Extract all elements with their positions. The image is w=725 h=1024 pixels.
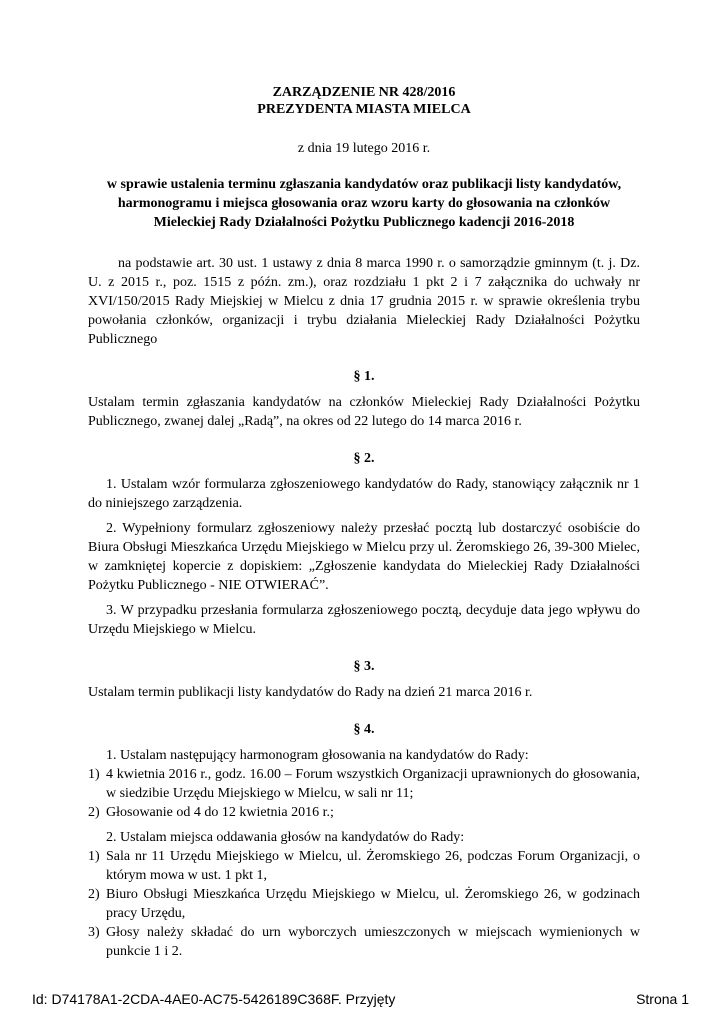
list-item	[88, 765, 640, 803]
section-4-paragraph-2: 2. Ustalam miejsca oddawania głosów na kandydatów do Rady:	[106, 830, 465, 845]
page-number: Strona 1	[636, 991, 689, 1007]
section-4-heading: § 4.	[353, 722, 375, 737]
list-item-number: 3)	[88, 925, 100, 940]
list-item-text: Głosy należy składać do urn wyborczych umieszczonych w miejscach wymienionych w punkcie 1 i 2.	[106, 925, 640, 959]
document-id: Id: D74178A1-2CDA-4AE0-AC75-5426189C368F. Przyjęty	[32, 991, 396, 1007]
section-3-heading: § 3.	[353, 659, 375, 674]
list-item-text: Głosowanie od 4 do 12 kwietnia 2016 r.;	[106, 805, 334, 820]
list-item-text: Sala nr 11 Urzędu Miejskiego w Mielcu, ul. Żeromskiego 26, podczas Forum Organizacji, o którym mowa w ust. 1 pkt 1,	[106, 849, 640, 883]
list-item	[88, 885, 640, 923]
list-item-text: Biuro Obsługi Mieszkańca Urzędu Miejskiego w Mielcu, ul. Żeromskiego 26, w godzinach pracy Urzędu,	[106, 887, 640, 921]
list-item-text: 4 kwietnia 2016 r., godz. 16.00 – Forum wszystkich Organizacji uprawnionych do głosowania, w siedzibie Urzędu Miejskiego w Mielcu, w sali nr 11;	[106, 767, 640, 801]
document-title-line2: PREZYDENTA MIASTA MIELCA	[257, 102, 471, 117]
section-1-heading: § 1.	[353, 369, 375, 384]
document-title-line1: ZARZĄDZENIE NR 428/2016	[272, 85, 456, 100]
section-2-paragraph-1: 1. Ustalam wzór formularza zgłoszeniowego kandydatów do Rady, stanowiący załącznik nr 1 do niniejszego zarządzenia.	[88, 477, 640, 511]
list-item	[88, 803, 640, 822]
list-item-number: 2)	[88, 887, 100, 902]
section-2-paragraph-3: 3. W przypadku przesłania formularza zgłoszeniowego pocztą, decyduje data jego wpływu do Urzędu Miejskiego w Mielcu.	[88, 603, 640, 637]
page-footer	[32, 991, 689, 1007]
list-item-number: 2)	[88, 805, 100, 820]
list-item	[88, 847, 640, 885]
section-3-text: Ustalam termin publikacji listy kandydatów do Rady na dzień 21 marca 2016 r.	[88, 685, 533, 700]
section-1-text: Ustalam termin zgłaszania kandydatów na członków Mieleckiej Rady Działalności Pożytku Publicznego, zwanej dalej „Radą”, na okres od 22 lutego do 14 marca 2016 r.	[88, 395, 640, 429]
section-2-paragraph-2: 2. Wypełniony formularz zgłoszeniowy należy przesłać pocztą lub dostarczyć osobiście do Biura Obsługi Mieszkańca Urzędu Miejskiego w Mielcu przy ul. Żeromskiego 26, 39-300 Mielec, w zamkniętej kopercie z dopiskiem: „Zgłoszenie kandydata do Mieleckiej Rady Działalności Pożytku Publicznego - NIE OTWIERAĆ”.	[88, 521, 640, 593]
document-date: z dnia 19 lutego 2016 r.	[297, 141, 431, 156]
document-page	[88, 84, 640, 961]
legal-basis: na podstawie art. 30 ust. 1 ustawy z dnia 8 marca 1990 r. o samorządzie gminnym (t. j. Dz. U. z 2015 r., poz. 1515 z późn. zm.), oraz rozdziału 1 pkt 2 i 7 załącznika do uchwały nr XVI/150/2015 Rady Miejskiej w Mielcu z dnia 17 grudnia 2015 r. w sprawie określenia trybu powołania członków, organizacji i trybu działania Mieleckiej Rady Działalności Pożytku Publicznego	[88, 256, 640, 347]
list-item	[88, 923, 640, 961]
list-item-number: 1)	[88, 767, 100, 782]
list-item-number: 1)	[88, 849, 100, 864]
document-subject: w sprawie ustalenia terminu zgłaszania kandydatów oraz publikacji listy kandydatów, harmonogramu i miejsca głosowania oraz wzoru karty do głosowania na członków Mieleckiej Rady Działalności Pożytku Publicznego kadencji 2016-2018	[106, 177, 622, 230]
section-2-heading: § 2.	[353, 451, 375, 466]
section-4-paragraph-1: 1. Ustalam następujący harmonogram głosowania na kandydatów do Rady:	[106, 748, 529, 763]
